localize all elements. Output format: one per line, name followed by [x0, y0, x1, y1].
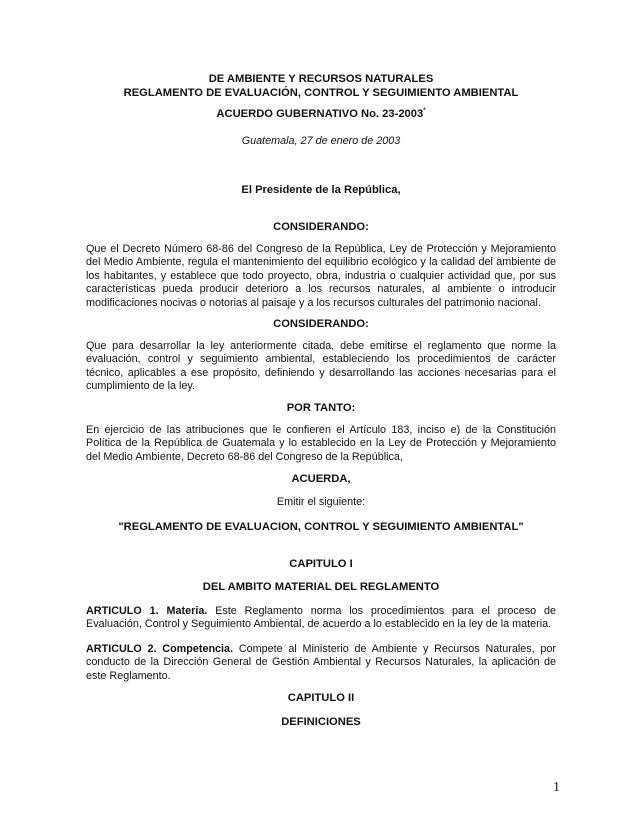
por-tanto-heading: POR TANTO:	[286, 402, 356, 414]
acuerda-heading: ACUERDA,	[291, 473, 351, 485]
articulo-1	[86, 605, 556, 632]
articulo-1-text: Este Reglamento norma los procedimientos para el proceso de Evaluación, Control y Seguimiento Ambiental, de acuerdo a lo establecido en la ley de la materia.	[86, 605, 557, 631]
acuerdo-number	[86, 108, 556, 122]
considerando-1-text: Que el Decreto Número 68-86 del Congreso de la República, Ley de Protección y Mejoramiento del Medio Ambiente, regula el mantenimiento del equilibrio ecológico y la calidad del ambiente de los habitantes, y establece que todo proyecto, obra, industria o cualquier actividad que, por sus características pueda producir deterioro a los recursos naturales, al ambiente o introducir modificaciones nocivas o notorias al paisaje y a los recursos culturales del patrimonio nacional.	[86, 243, 556, 309]
considerando-2-text: Que para desarrollar la ley anteriormente citada, debe emitirse el reglamento que norme la evaluación, control y seguimiento ambiental, estableciendo los procedimientos de carácter técnico, aplicables a ese propósito, definiendo y desarrollando las acciones necesarias para el cumplimiento de la ley.	[86, 340, 556, 393]
footnote-mark: *	[423, 108, 426, 114]
page-number: 1	[553, 780, 560, 795]
articulo-2	[86, 643, 556, 683]
capitulo-2-title: CAPITULO II	[287, 692, 355, 704]
emitir-text: Emitir el siguiente:	[276, 496, 366, 508]
por-tanto-text: En ejercicio de las atribuciones que le confieren el Artículo 183, inciso e) de la Constitución Política de la República de Guatemala y lo establecido en la Ley de Protección y Mejoramiento del Medio Ambiente, Decreto 68-86 del Congreso de la República,	[86, 424, 556, 463]
articulo-1-label: ARTICULO 1. Materia.	[86, 605, 208, 617]
articulo-2-label: ARTICULO 2. Competencia.	[86, 643, 234, 655]
reglamento-title: "REGLAMENTO DE EVALUACION, CONTROL Y SEGUIMIENTO AMBIENTAL"	[118, 521, 524, 533]
header-title	[86, 73, 556, 100]
considerando-2-heading: CONSIDERANDO:	[273, 318, 369, 330]
capitulo-1-title: CAPITULO I	[289, 558, 353, 570]
header-line-2: REGLAMENTO DE EVALUACIÓN, CONTROL Y SEGUIMIENTO AMBIENTAL	[123, 86, 519, 99]
capitulo-2-subtitle: DEFINICIONES	[281, 716, 361, 728]
capitulo-1-subtitle: DEL AMBITO MATERIAL DEL REGLAMENTO	[202, 581, 440, 593]
president-heading: El Presidente de la República,	[241, 184, 401, 196]
document-date: Guatemala, 27 de enero de 2003	[241, 135, 401, 147]
considerando-1-heading: CONSIDERANDO:	[273, 221, 369, 233]
acuerdo-text: ACUERDO GUBERNATIVO No. 23-2003	[216, 108, 424, 120]
articulo-2-text: Compete al Ministerio de Ambiente y Recursos Naturales, por conducto de la Dirección General de Gestión Ambiental y Recursos Naturales, la aplicación de este Reglamento.	[86, 643, 557, 682]
header-line-1: DE AMBIENTE Y RECURSOS NATURALES	[208, 73, 434, 85]
